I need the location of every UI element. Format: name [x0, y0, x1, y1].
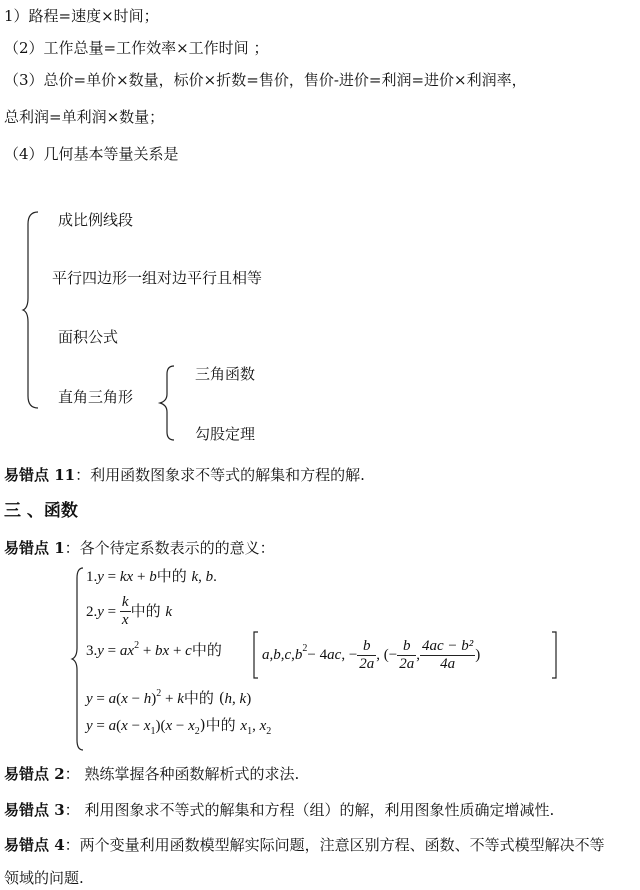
- formula-total-profit: 总利润=单利润×数量；: [4, 108, 165, 126]
- geometry-item-right-triangle: 直角三角形: [58, 388, 134, 406]
- formula-price: （3）总价=单价×数量，标价×折数=售价，售价-进价=利润=进价×利润率，: [4, 71, 527, 89]
- fraction-vertex-y: $\frac{\text{4ac − b²}}{4a}$: [422, 637, 474, 672]
- formula-work: （2）工作总量=工作效率×工作时间 ；: [4, 39, 269, 57]
- point-text: ： 利用图象求不等式的解集和方程（组）的解，利用图象性质确定增减性.: [64, 801, 555, 819]
- section-title: 三 、函数: [4, 501, 78, 521]
- point-4: [4, 835, 605, 855]
- point-1: [4, 538, 275, 558]
- point-text: ：利用函数图象求不等式的解集和方程的解.: [75, 466, 365, 484]
- fraction-b-over-2a: $\frac{b}{2a}$: [359, 637, 375, 672]
- coef-row-intercept-form: $y = a(x - x_1)(x - x_2)$中的 $x_1$, $x_2$: [86, 716, 272, 737]
- point-label: 易错点 2: [4, 765, 65, 783]
- big-brace-icon: [22, 210, 42, 410]
- geometry-subitem-pythagoras: 勾股定理: [195, 425, 256, 443]
- geometry-item-parallelogram: 平行四边形一组对边平行且相等: [52, 269, 263, 287]
- coef-row-inverse: 2.y = $\frac{k}{x}$ 中的 k: [86, 594, 173, 628]
- point-3: [4, 800, 554, 820]
- point-2: [4, 764, 299, 784]
- point-text: ： 熟练掌握各种函数解析式的求法.: [64, 765, 300, 783]
- point-label: 易错点 1: [4, 539, 65, 557]
- coef-row-quadratic-terms: a , b , c , b 2 − 4 ac , − $\frac{b}{2a}$ , (− $\frac{b}{2a}$ , $\frac{\text{4ac − b²}}{4a}$ ): [262, 637, 481, 672]
- fraction-k-over-x: $\frac{k}{x}$: [121, 594, 129, 628]
- coef-row-vertex-form: $y = a(x - h)^2 + k$中的 (h, k): [86, 688, 252, 707]
- coefficient-brace-icon: [70, 566, 86, 752]
- geometry-item-proportional-segments: 成比例线段: [58, 211, 134, 229]
- geometry-subitem-trig: 三角函数: [195, 365, 256, 383]
- point-text: ：各个待定系数表示的的意义：: [64, 539, 275, 557]
- coef-row-quadratic: $3.y = ax^2$ + bx + c中的: [86, 640, 222, 659]
- small-brace-icon: [158, 364, 178, 442]
- point-label: 易错点 3: [4, 801, 65, 819]
- point-label: 易错点 4: [4, 836, 65, 854]
- fraction-b-over-2a-vertex: $\frac{b}{2a}$: [399, 637, 415, 672]
- geometry-item-area-formula: 面积公式: [58, 328, 119, 346]
- coef-row-linear: 1.y = kx + b中的 k, b.: [86, 567, 217, 585]
- point-text: ：两个变量利用函数模型解实际问题，注意区别方程、函数、不等式模型解决不等: [64, 836, 605, 854]
- formula-geometry-heading: （4）几何基本等量关系是: [4, 145, 179, 163]
- point-label: 易错点 11: [4, 466, 76, 484]
- point-11: [4, 465, 365, 485]
- point-4-continued: 领域的问题.: [4, 869, 84, 887]
- formula-distance: 1）路程=速度×时间；: [4, 7, 159, 25]
